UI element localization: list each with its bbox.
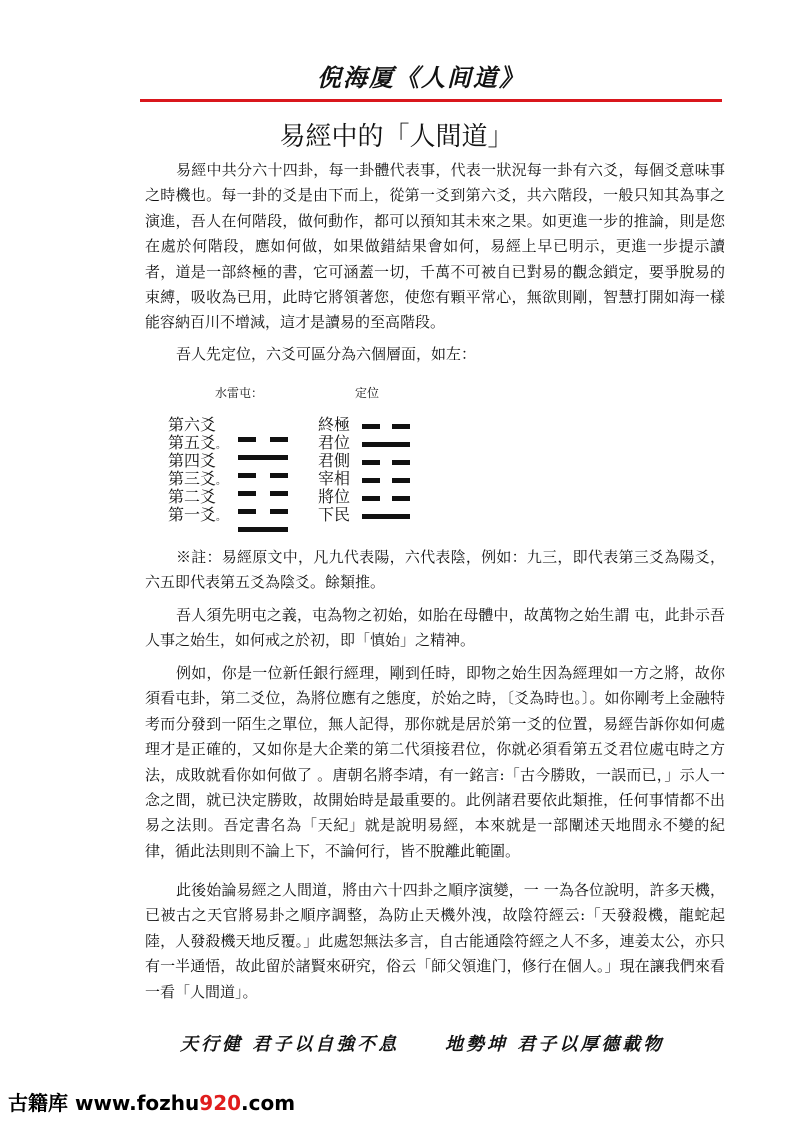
hexagram-line-5-yang	[362, 442, 410, 447]
yin-segment	[238, 473, 256, 478]
hexagram-line-1-yang	[362, 514, 410, 519]
yao-label-2: 第二爻	[168, 487, 217, 506]
intro-paragraph: 易經中共分六十四卦，每一卦體代表事，代表一狀況每一卦有六爻，每個爻意味事之時機也。每一卦的爻是由下而上，從第一爻到第六爻，共六階段，一般只知其為事之演進，吾人在何階段，做何動作，都可以預知其未來之果。如更進一步的推論，則是您在處於何階段，應如何做，如果做錯結果會如何，易經上早已明示，更進一步提示讀者，道是一部終極的書，它可涵蓋一切，千萬不可被自已對易的觀念鎖定，要爭脫易的束縛，吸收為已用，此時它將領著您，使您有顆平常心，無欲則剛，智慧打開如海一樣能容納百川不增減，這才是讀易的至高階段。	[145, 161, 725, 332]
yang-segment	[238, 455, 288, 460]
header-title: 倪海厦《人间道》	[317, 63, 525, 92]
yin-segment	[238, 437, 256, 442]
document-title: 易經中的「人間道」	[279, 122, 514, 152]
hexagram-line-1-yang	[238, 527, 288, 532]
yao-label-4: 第四爻	[168, 451, 217, 470]
position-2: 將位	[318, 487, 351, 506]
hexagram-line-6-yin	[238, 437, 288, 442]
hexagram-line-3-yin	[238, 491, 288, 496]
hexagram-line-2-yin	[238, 509, 288, 514]
yang-segment	[238, 527, 288, 532]
yin-segment	[392, 496, 410, 501]
yao-label-6: 第六爻	[168, 415, 217, 434]
yao-label-3: 第三爻。	[168, 469, 227, 488]
yin-segment	[362, 424, 380, 429]
yin-segment	[392, 478, 410, 483]
hexagram-line-3-yin	[362, 478, 410, 483]
yin-segment	[392, 424, 410, 429]
yang-segment	[362, 514, 410, 519]
yao-label-5: 第五爻。	[168, 433, 227, 452]
position-intro-paragraph: 吾人先定位，六爻可區分為六個層面，如左：	[176, 345, 477, 363]
position-6: 終極	[318, 415, 351, 434]
yang-segment	[362, 442, 410, 447]
yin-segment	[270, 437, 288, 442]
yao-label-1: 第一爻。	[168, 505, 227, 524]
footer-url-suffix: .com	[241, 1091, 296, 1115]
yao-label-list	[168, 416, 226, 524]
position-3: 宰相	[318, 469, 351, 488]
hexagram-line-4-yin	[238, 473, 288, 478]
position-header-label: 定位	[355, 386, 380, 400]
hexagram-line-6-yin	[362, 424, 410, 429]
yin-segment	[362, 478, 380, 483]
footer-label: 古籍库	[8, 1091, 75, 1115]
position-1: 下民	[318, 505, 351, 524]
motto-right: 地勢坤 君子以厚德載物	[445, 1034, 665, 1055]
header-rule	[140, 99, 722, 102]
example-paragraph: 例如，你是一位新任銀行經理，剛到任時，即物之始生因為經理如一方之將，故你須看屯卦，第二爻位，為將位應有之態度，於始之時，〔爻為時也。〕。如你剛考上金融特考而分發到一陌生之單位，無人記得，那你就是居於第一爻的位置，易經告訴你如何處理才是正確的，又如你是大企業的第二代須接君位，你就必須看第五爻君位處屯時之方法，成敗就看你如何做了 。唐朝名將李靖，有一銘言:「古今勝敗，一誤而已，」示人一念之間，就已決定勝敗，故開始時是最重要的。此例諸君要依此類推，任何事情都不出易之法則。吾定書名為「天紀」就是說明易經，本來就是一部闡述天地間永不變的紀律，循此法則則不論上下，不論何行，皆不脫離此範圍。	[145, 664, 725, 860]
footer-url-number: 920	[199, 1091, 242, 1115]
hexagram-name-label: 水雷屯：	[215, 386, 264, 400]
yin-segment	[270, 509, 288, 514]
zhun-meaning-paragraph: 吾人須先明屯之義，屯為物之初始，如胎在母體中，故萬物之始生謂 屯，此卦示吾人事之始生，如何戒之於初，即「慎始」之精神。	[145, 606, 725, 650]
footer-watermark	[8, 1087, 295, 1116]
yin-segment	[362, 460, 380, 465]
closing-paragraph: 此後始論易經之人間道，將由六十四卦之順序演變，一 一為各位說明，許多天機，已被古之天官將易卦之順序調整，為防止天機外洩，故陰符經云:「天發殺機，龍蛇起陸，人發殺機天地反覆。」此處恕無法多言，自古能通陰符經之人不多，連姜太公，亦只有一半通悟，故此留於諸賢來研究，俗云「師父領進门，修行在個人。」現在讓我們來看一看「人間道」。	[145, 881, 725, 1001]
footer-url-prefix: www.fozhu	[74, 1091, 200, 1115]
motto-left: 天行健 君子以自強不息	[180, 1034, 400, 1055]
yin-segment	[362, 496, 380, 501]
hexagram-line-4-yin	[362, 460, 410, 465]
hexagram-line-2-yin	[362, 496, 410, 501]
yin-segment	[392, 460, 410, 465]
position-list	[318, 416, 350, 524]
yin-segment	[238, 509, 256, 514]
position-4: 君側	[318, 451, 351, 470]
yin-segment	[238, 491, 256, 496]
hexagram-line-5-yang	[238, 455, 288, 460]
hexagram-zhun-left	[238, 437, 288, 545]
yin-segment	[270, 473, 288, 478]
position-5: 君位	[318, 433, 351, 452]
note-paragraph: ※註：易經原文中，凡九代表陽，六代表陰，例如：九三，即代表第三爻為陽爻，六五即代表第五爻為陰爻。餘類推。	[145, 548, 725, 592]
yin-segment	[270, 491, 288, 496]
hexagram-zhun-right	[362, 424, 410, 532]
